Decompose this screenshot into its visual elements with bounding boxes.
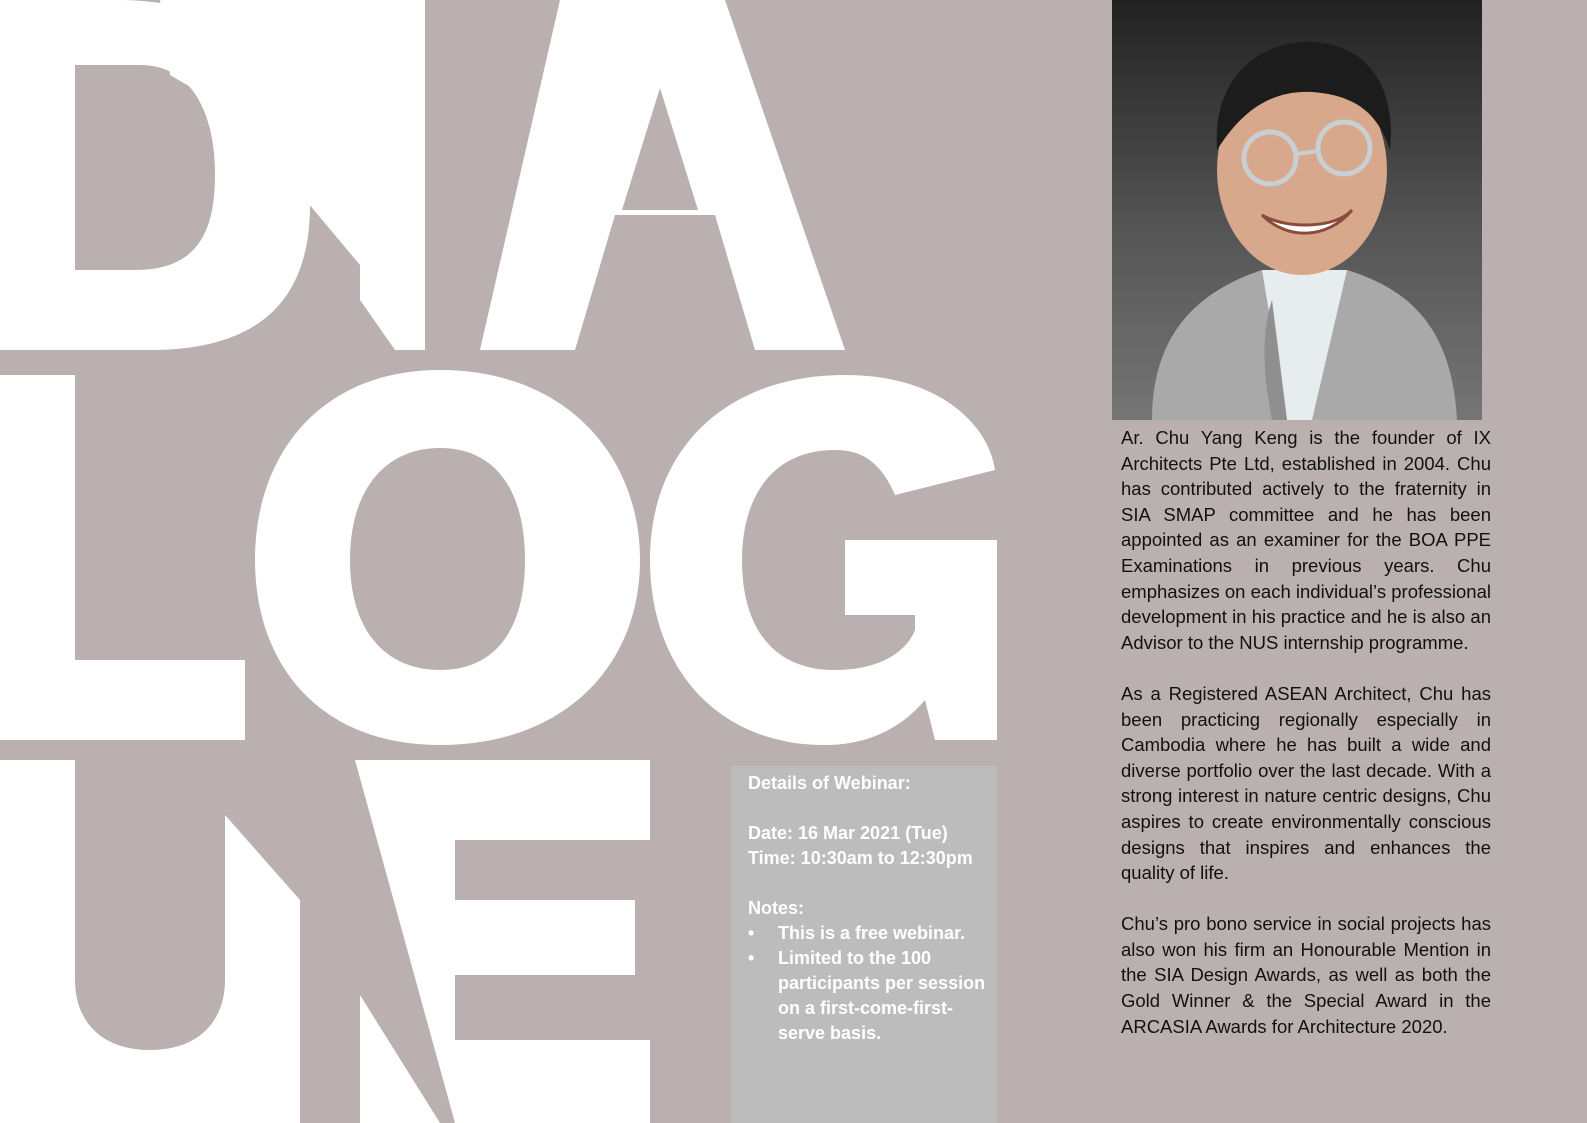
speaker-bio	[1121, 425, 1491, 1065]
letter-u	[0, 760, 300, 1123]
bio-paragraph: Chu’s pro bono service in social projects has also won his firm an Honourable Mention in the SIA Design Awards, as well as both the Gold Winner & the Special Award in the ARCASIA Awards for Architecture 2020.	[1121, 913, 1491, 1037]
bio-paragraph: As a Registered ASEAN Architect, Chu has been practicing regionally especially in Cambodia where he has built a wide and diverse portfolio over the last decade. With a strong interest in nature centric designs, Chu aspires to create environmentally conscious designs that inspires and enhances the quality of life.	[1121, 682, 1491, 884]
letter-e	[355, 760, 650, 1123]
notes-list	[748, 921, 987, 1046]
letter-a	[480, 0, 845, 350]
webinar-time: Time: 10:30am to 12:30pm	[748, 848, 973, 868]
details-heading: Details of Webinar:	[748, 773, 911, 793]
note-item: • This is a free webinar.	[748, 921, 987, 946]
speaker-portrait	[1112, 0, 1482, 420]
bio-paragraph: Ar. Chu Yang Keng is the founder of IX Architects Pte Ltd, established in 2004. Chu has contributed actively to the fraternity in SIA SMAP committee and he has been appointed as an examiner for the BOA PPE Examinations in previous years. Chu emphasizes on each individual’s professional development in his practice and he is also an Advisor to the NUS internship programme.	[1121, 427, 1491, 653]
letter-g	[650, 375, 997, 745]
letter-l	[0, 375, 245, 740]
letter-o	[255, 370, 640, 745]
webinar-details-panel	[731, 766, 997, 1123]
portrait-figure	[1112, 0, 1482, 420]
note-item: • Limited to the 100 participants per session on a first-come-first-serve basis.	[748, 946, 987, 1046]
notes-heading: Notes:	[748, 898, 805, 918]
webinar-date: Date: 16 Mar 2021 (Tue)	[748, 823, 948, 843]
